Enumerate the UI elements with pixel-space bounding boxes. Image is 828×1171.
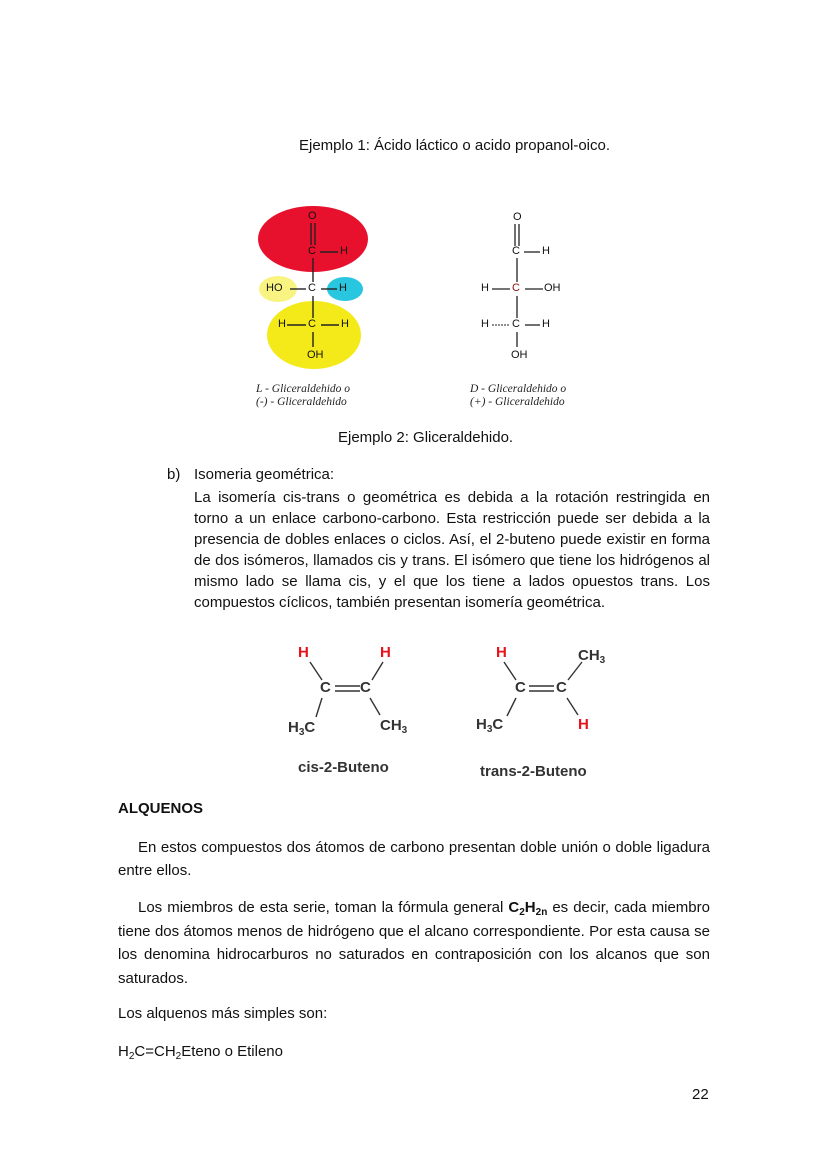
atom-h: H <box>339 282 347 294</box>
atom-oh: OH <box>307 349 324 361</box>
p2-text-before: Los miembros de esta serie, toman la fórmula general <box>138 899 509 916</box>
alquenos-paragraph-3: Los alquenos más simples son: <box>118 1005 328 1022</box>
l-label-line2: (-) - Gliceraldehido <box>256 396 347 408</box>
trans-carbon-right: C <box>556 679 567 696</box>
atom-c: C <box>308 245 316 257</box>
alquenos-paragraph-2 <box>118 896 710 990</box>
atom-h: H <box>542 318 550 330</box>
l-glyceraldehyde-figure <box>250 205 390 415</box>
atom-c: C <box>512 245 520 257</box>
trans-label: trans-2-Buteno <box>480 763 587 780</box>
atom-o: O <box>308 210 317 222</box>
atom-h: H <box>278 318 286 330</box>
cis-carbon-left: C <box>320 679 331 696</box>
d-label-line1: D - Gliceraldehido o <box>470 383 567 395</box>
example2-caption: Ejemplo 2: Gliceraldehido. <box>338 429 514 446</box>
atom-c: C <box>512 282 520 294</box>
cis-methyl-left: $H_3C$ <box>288 719 316 738</box>
atom-h: H <box>340 245 348 257</box>
trans-hydrogen-right: H <box>578 716 589 733</box>
section-b-paragraph: La isomería cis-trans o geométrica es debida a la rotación restringida en torno a un enlace carbono-carbono. Esta restricción puede ser debida a la presencia de dobles enlaces o ciclos. Así, el 2-buteno puede existir en forma de dos isómeros, llamados cis y trans. El isómero que tiene los hidrógenos al mismo lado se llama cis, y el que los tiene a lados opuestos trans. Los compuestos cíclicos, también presentan isomería geométrica. <box>194 489 710 611</box>
l-label-line1: L - Gliceraldehido o <box>256 383 351 395</box>
example1-caption: Ejemplo 1: Ácido láctico o acido propanol-oico. <box>299 137 611 154</box>
alquenos-paragraph-1: En estos compuestos dos átomos de carbono presentan doble unión o doble ligadura entre ellos. <box>118 839 710 879</box>
cis-label: cis-2-Buteno <box>298 759 389 776</box>
atom-c: C <box>308 282 316 294</box>
trans-methyl-right: $CH_3$ <box>578 647 606 666</box>
atom-c: C <box>308 318 316 330</box>
atom-oh: OH <box>511 349 528 361</box>
d-label-line2: (+) - Gliceraldehido <box>470 396 565 408</box>
atom-c: C <box>512 318 520 330</box>
section-b-marker: b) <box>167 466 181 483</box>
cis-methyl-right: $CH_3$ <box>380 717 408 736</box>
atom-h: H <box>341 318 349 330</box>
atom-o: O <box>513 211 522 223</box>
p2-text-after: es decir, cada miembro tiene dos átomos menos de hidrógeno que el alcano correspondiente. Por esta causa se los denomina hidrocarburos no saturados en contraposición con los alcanos que son saturados. <box>118 899 710 987</box>
trans-carbon-left: C <box>515 679 526 696</box>
trans-methyl-left: $H_3C$ <box>476 716 504 735</box>
page-number: 22 <box>692 1086 709 1103</box>
cis-2-butene-figure <box>280 638 440 783</box>
cis-hydrogen-right: H <box>380 644 391 661</box>
atom-h: H <box>481 282 489 294</box>
section-b-title: Isomeria geométrica: <box>194 466 335 483</box>
atom-h: H <box>542 245 550 257</box>
atom-ho: HO <box>266 282 283 294</box>
cis-hydrogen-left: H <box>298 644 309 661</box>
trans-hydrogen-left: H <box>496 644 507 661</box>
alquenos-heading: ALQUENOS <box>118 800 204 817</box>
general-formula: $C_2H_{2n}$ <box>508 899 548 918</box>
cis-carbon-right: C <box>360 679 371 696</box>
atom-h: H <box>481 318 489 330</box>
ethene-formula: $H_2C=CH_2Eteno$ o Etileno <box>118 1043 283 1062</box>
d-glyceraldehyde-figure <box>440 205 590 415</box>
trans-2-butene-figure <box>472 638 632 783</box>
atom-oh: OH <box>544 282 561 294</box>
